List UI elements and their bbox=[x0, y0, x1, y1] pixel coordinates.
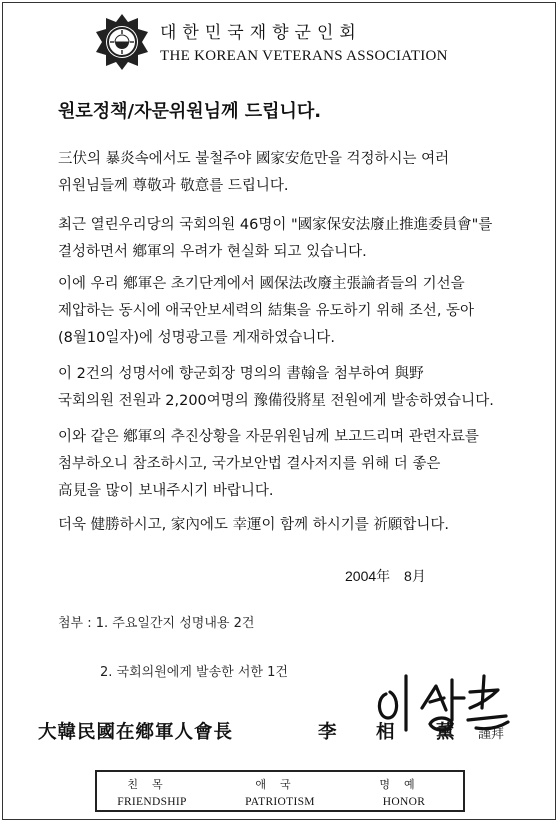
paragraph-line: 위원님들께 尊敬과 敬意를 드립니다. bbox=[58, 178, 289, 194]
paragraph-6 bbox=[58, 512, 528, 539]
signatory-honorific: 謹拜 bbox=[478, 727, 505, 742]
paragraph-line: 최근 열린우리당의 국회의원 46명이 "國家保安法廢止推進委員會"를 bbox=[58, 217, 493, 233]
attachment-line-2: 2. 국회의원에게 발송한 서한 1건 bbox=[100, 665, 288, 680]
motto-english: FRIENDSHIP bbox=[117, 796, 187, 808]
motto-korean: 명예 bbox=[379, 778, 429, 791]
organization-name-korean: 대한민국재향군인회 bbox=[160, 23, 362, 43]
paragraph-line: 더욱 健勝하시고, 家內에도 幸運이 함께 하시기를 祈願합니다. bbox=[58, 517, 449, 533]
paragraph-line: 高見을 많이 보내주시기 바랍니다. bbox=[58, 483, 274, 499]
paragraph-2 bbox=[58, 212, 528, 266]
paragraph-line: 결성하면서 鄕軍의 우려가 현실화 되고 있습니다. bbox=[58, 244, 367, 260]
motto-korean: 애국 bbox=[255, 778, 305, 791]
motto-item-patriotism bbox=[225, 776, 335, 808]
motto-item-honor bbox=[349, 776, 459, 808]
paragraph-line: 이 2건의 성명서에 향군회장 명의의 書翰을 첨부하여 與野 bbox=[58, 366, 424, 382]
paragraph-line: 이와 같은 鄕軍의 추진상황을 자문위원님께 보고드리며 관련자료를 bbox=[58, 429, 479, 445]
paragraph-line: 첨부하오니 참조하시고, 국가보안법 결사저지를 위해 더 좋은 bbox=[58, 456, 441, 472]
paragraph-4 bbox=[58, 361, 528, 415]
letter-date: 2004年 8月 bbox=[345, 568, 426, 584]
paragraph-line: 제압하는 동시에 애국안보세력의 結集을 유도하기 위해 조선, 동아 bbox=[58, 303, 475, 319]
paragraph-line: 국회의원 전원과 2,200여명의 豫備役將星 전원에게 발송하였습니다. bbox=[58, 393, 494, 409]
signatory-name-part: 相 bbox=[376, 722, 395, 743]
motto-item-friendship bbox=[97, 776, 207, 808]
association-emblem-icon bbox=[92, 12, 152, 72]
paragraph-line: 三伏의 暴炎속에서도 불철주야 國家安危만을 걱정하시는 여러 bbox=[58, 151, 450, 167]
letter-title: 원로정책/자문위원님께 드립니다. bbox=[58, 101, 322, 122]
signatory-name-part: 李 bbox=[318, 722, 337, 743]
paragraph-5 bbox=[58, 424, 528, 505]
signatory-organization: 大韓民國在鄕軍人會長 bbox=[38, 722, 234, 743]
motto-english: HONOR bbox=[382, 796, 426, 808]
signatory-name-part: 薰 bbox=[436, 722, 455, 743]
paragraph-line: (8월10일자)에 성명광고를 게재하였습니다. bbox=[58, 330, 335, 346]
motto-box bbox=[95, 770, 465, 812]
paragraph-1 bbox=[58, 146, 528, 200]
motto-korean: 친목 bbox=[127, 778, 177, 791]
organization-name-english: THE KOREAN VETERANS ASSOCIATION bbox=[160, 48, 448, 64]
attachment-line-1: 첨부 : 1. 주요일간지 성명내용 2건 bbox=[58, 616, 255, 631]
paragraph-line: 이에 우리 鄕軍은 초기단계에서 國保法改廢主張論者들의 기선을 bbox=[58, 276, 465, 292]
paragraph-3 bbox=[58, 271, 528, 352]
motto-english: PATRIOTISM bbox=[245, 796, 315, 808]
